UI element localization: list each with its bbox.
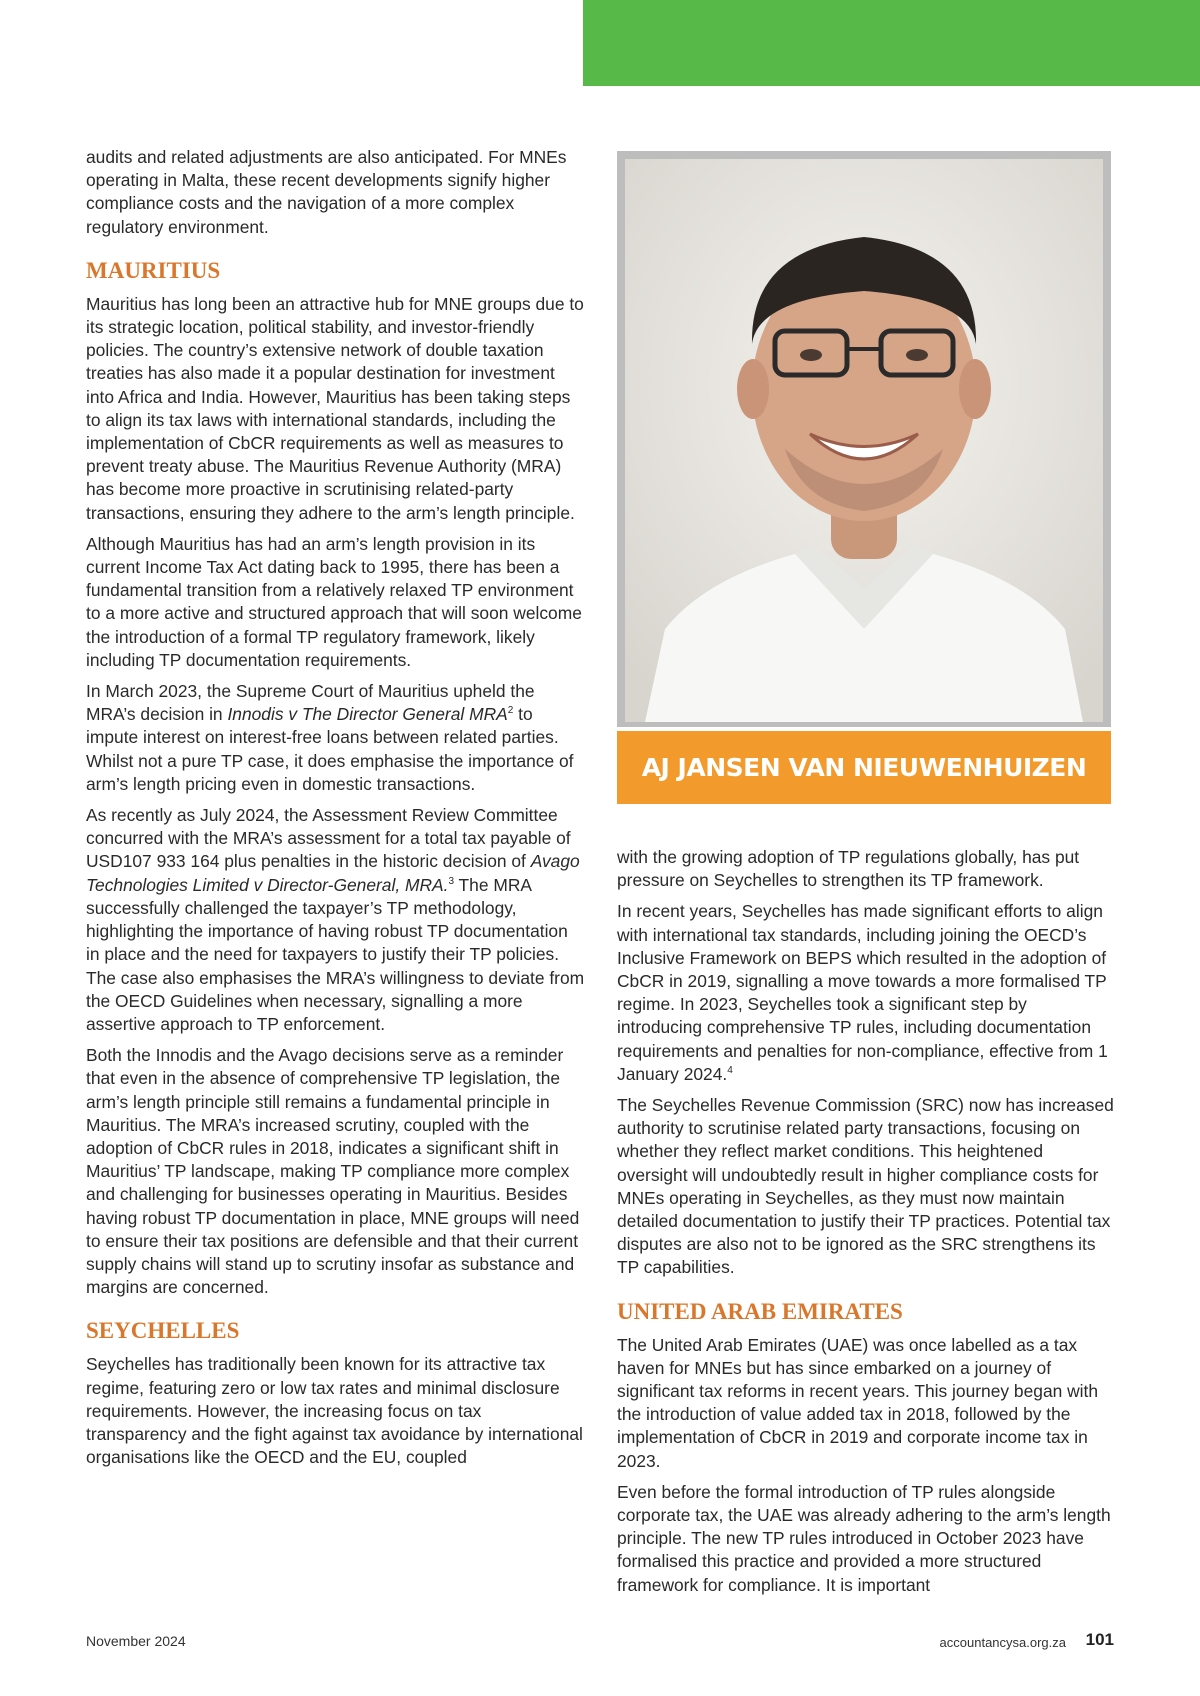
heading-seychelles: SEYCHELLES (86, 1318, 240, 1344)
paragraph-uae-1: The United Arab Emirates (UAE) was once labelled as a tax haven for MNEs but has since embarked on a journey of significant tax reforms in recent years. This journey began with the introduction of value added tax in 2018, followed by the implementation of CbCR in 2019 and corporate income tax in 2023. (617, 1334, 1099, 1471)
page-number: 101 (1085, 1630, 1114, 1649)
header-accent-bar (583, 0, 1200, 86)
footnote-ref: 2 (507, 705, 514, 717)
case-name-innodis: Innodis v The Director General MRA (227, 704, 508, 725)
footer-website-link[interactable]: accountancysa.org.za (939, 1635, 1066, 1650)
heading-uae: UNITED ARAB EMIRATES (617, 1298, 903, 1324)
paragraph-seychelles-2: In recent years, Seychelles has made significant efforts to align with international tax standards, including joining the OECD’s Inclusive Framework on BEPS which resulted in the adoption of CbCR in 2019, signalling a move towards a more formalised TP regime. In 2023, Seychelles took a significant step by introducing comprehensive TP rules, including documentation requirements and penalties for non-compliance, effective from 1 January 2024.$^4$ (617, 901, 1108, 1084)
left-column (86, 146, 586, 1477)
paragraph-mauritius-3: In March 2023, the Supreme Court of Mauritius upheld the MRA’s decision in Innodis v The Director General MRA$^2$ to impute interest on interest-free loans between related parties. Whilst not a pure TP case, it does emphasise the importance of arm’s length pricing even in domestic transactions. (86, 681, 574, 794)
portrait-caption: AJ JANSEN VAN NIEUWENHUIZEN (617, 731, 1111, 804)
paragraph-mauritius-2: Although Mauritius has had an arm’s length provision in its current Income Tax Act dating back to 1995, there has been a fundamental transition from a relatively relaxed TP environment to a more active and structured approach that will soon welcome the introduction of a formal TP regulatory framework, likely including TP documentation requirements. (86, 533, 582, 670)
paragraph-mauritius-4: As recently as July 2024, the Assessment Review Committee concurred with the MRA’s assessment for a total tax payable of USD107 933 164 plus penalties in the historic decision of Avago Technologies Limited v Director-General, MRA.$^3$ The MRA successfully challenged the taxpayer’s TP methodology, highlighting the importance of having robust TP documentation in place and the need for taxpayers to justify their TP policies. The case also emphasises the MRA’s willingness to deviate from the OECD Guidelines when necessary, signalling a more assertive approach to TP enforcement. (86, 805, 585, 1034)
paragraph-mauritius-1: Mauritius has long been an attractive hub for MNE groups due to its strategic location, political stability, and investor-friendly policies. The country’s extensive network of double taxation treaties has also made it a popular destination for investment into Africa and India. However, Mauritius has been taking steps to align its tax laws with international standards, including the implementation of CbCR requirements as well as measures to prevent treaty abuse. The Mauritius Revenue Authority (MRA) has become more proactive in scrutinising related-party transactions, ensuring they adhere to the arm’s length principle. (86, 293, 584, 523)
paragraph-seychelles-1: Seychelles has traditionally been known for its attractive tax regime, featuring zero or low tax rates and minimal disclosure requirements. However, the increasing focus on tax transparency and the fight against tax avoidance by international organisations like the OECD and the EU, coupled (86, 1354, 583, 1468)
person-portrait-image (625, 159, 1103, 722)
paragraph-seychelles-1-continued: with the growing adoption of TP regulations globally, has put pressure on Seychelles to strengthen its TP framework. (617, 847, 1080, 891)
heading-mauritius: MAURITIUS (86, 257, 221, 283)
footnote-ref: 4 (727, 1065, 733, 1077)
footnote-ref: 3 (448, 875, 455, 887)
footer-issue-date: November 2024 (86, 1633, 186, 1649)
case-name-avago: Avago Technologies Limited v Director-General, MRA. (86, 851, 580, 895)
paragraph-uae-2: Even before the formal introduction of TP rules alongside corporate tax, the UAE was already adhering to the arm’s length principle. The new TP rules introduced in October 2023 have formalised this practice and provided a more structured framework for compliance. It is important (617, 1481, 1111, 1595)
portrait-photo (617, 151, 1111, 727)
paragraph-mauritius-5: Both the Innodis and the Avago decisions serve as a reminder that even in the absence of comprehensive TP legislation, the arm’s length principle still remains a fundamental principle in Mauritius. The MRA’s increased scrutiny, coupled with the adoption of CbCR rules in 2018, indicates a significant shift in Mauritius’ TP landscape, making TP compliance more complex and challenging for businesses operating in Mauritius. Besides having robust TP documentation in place, MNE groups will need to ensure their tax positions are defensible and that their current supply chains will stand up to scrutiny insofar as substance and margins are concerned. (86, 1045, 580, 1298)
paragraph-malta-conclusion: audits and related adjustments are also anticipated. For MNEs operating in Malta, these recent developments signify higher compliance costs and the navigation of a more complex regulatory environment. (86, 147, 567, 237)
paragraph-seychelles-3: The Seychelles Revenue Commission (SRC) now has increased authority to scrutinise related party transactions, focusing on whether they reflect market conditions. This heightened oversight will undoubtedly result in higher compliance costs for MNEs operating in Seychelles, as they must now maintain detailed documentation to justify their TP practices. Potential tax disputes are also not to be ignored as the SRC strengthens its TP capabilities. (617, 1095, 1114, 1278)
right-column (617, 846, 1115, 1605)
